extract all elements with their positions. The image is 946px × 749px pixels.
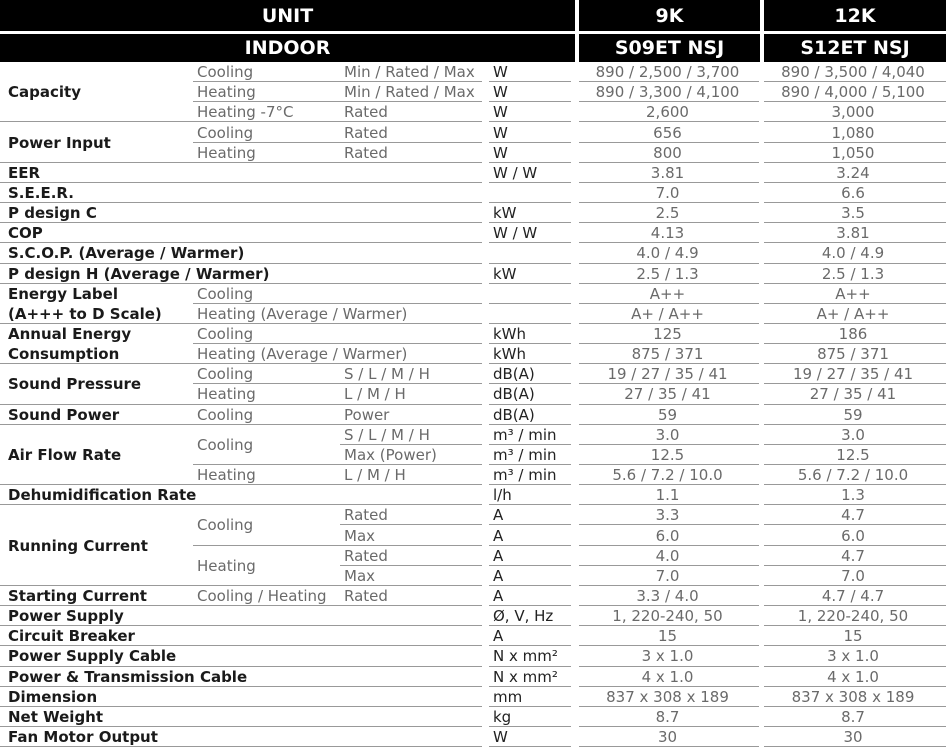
row-condition: Min / Rated / Max xyxy=(344,63,475,82)
value-9k: 800 xyxy=(653,143,682,162)
value-9k: 890 / 3,300 / 4,100 xyxy=(595,83,740,102)
row-unit: W xyxy=(493,103,508,122)
value-12k: 15 xyxy=(843,627,863,646)
value-9k: 15 xyxy=(657,627,678,646)
header-unit xyxy=(0,0,575,31)
row-condition: Rated xyxy=(344,103,388,122)
row-sublabel: Cooling xyxy=(197,63,254,82)
row-unit: W / W xyxy=(493,163,538,182)
row-sublabel: Cooling xyxy=(197,516,254,535)
value-12k: 3.81 xyxy=(836,224,870,243)
row-condition: Min / Rated / Max xyxy=(344,83,475,102)
row-sublabel: Heating (Average / Warmer) xyxy=(197,345,408,364)
value-12k: 1, 220-240, 50 xyxy=(797,607,909,626)
row-unit: m³ / min xyxy=(493,466,557,485)
value-9k: 875 / 371 xyxy=(631,345,704,364)
row-divider xyxy=(764,746,946,747)
row-unit: A xyxy=(493,506,504,525)
row-condition: Power xyxy=(344,405,390,424)
value-12k: 1,050 xyxy=(831,143,875,162)
row-sublabel: Cooling xyxy=(197,435,254,454)
value-12k: 3 x 1.0 xyxy=(827,647,879,666)
row-sublabel: Cooling / Heating xyxy=(197,586,327,605)
value-9k: 3.3 xyxy=(655,506,680,525)
row-label: Air Flow Rate xyxy=(8,445,122,464)
value-9k: 12.5 xyxy=(650,445,685,464)
row-condition: Max xyxy=(344,526,376,545)
value-9k: 3.3 / 4.0 xyxy=(636,586,699,605)
row-label: EER xyxy=(8,163,41,182)
row-label: Sound Power xyxy=(8,405,120,424)
col1-capacity: 9K xyxy=(655,4,684,27)
row-label: Power & Transmission Cable xyxy=(8,667,248,686)
row-condition: Rated xyxy=(344,143,388,162)
value-9k: 3 x 1.0 xyxy=(641,647,694,666)
value-9k: 8.7 xyxy=(655,707,680,726)
row-condition: Rated xyxy=(344,123,388,142)
row-label: Energy Label xyxy=(8,284,118,303)
row-label: Fan Motor Output xyxy=(8,728,158,746)
row-condition: Rated xyxy=(344,546,388,565)
value-9k: 30 xyxy=(657,728,678,746)
row-divider xyxy=(0,746,482,747)
value-12k: 27 / 35 / 41 xyxy=(809,385,897,404)
row-sublabel: Heating xyxy=(197,466,256,485)
header-9k xyxy=(579,0,760,31)
row-unit: m³ / min xyxy=(493,445,557,464)
value-9k: 4.0 xyxy=(655,546,680,565)
row-divider xyxy=(579,746,759,747)
value-12k: 3.0 xyxy=(841,425,865,444)
row-label: Sound Pressure xyxy=(8,375,142,394)
row-unit: W xyxy=(493,143,508,162)
value-12k: 6.6 xyxy=(841,183,865,202)
value-12k: 6.0 xyxy=(841,526,865,545)
row-divider xyxy=(489,182,571,183)
row-sublabel: Heating xyxy=(197,143,256,162)
row-condition: Rated xyxy=(344,586,388,605)
value-12k: 30 xyxy=(843,728,863,746)
row-label: P design C xyxy=(8,204,97,223)
row-sublabel: Cooling xyxy=(197,123,254,142)
value-12k: 875 / 371 xyxy=(817,345,889,364)
value-12k: 19 / 27 / 35 / 41 xyxy=(792,365,914,384)
row-label: Dimension xyxy=(8,687,98,706)
row-unit: kg xyxy=(493,707,512,726)
row-unit: kWh xyxy=(493,345,527,364)
row-label: Consumption xyxy=(8,345,120,364)
value-9k: 2.5 xyxy=(655,204,680,223)
value-9k: 4 x 1.0 xyxy=(641,667,694,686)
value-12k: 8.7 xyxy=(841,707,865,726)
row-label: P design H (Average / Warmer) xyxy=(8,264,270,283)
row-sublabel: Heating xyxy=(197,556,256,575)
row-unit: W xyxy=(493,728,508,746)
row-divider xyxy=(489,303,571,304)
row-label: (A+++ to D Scale) xyxy=(8,304,162,323)
value-9k: 2,600 xyxy=(646,103,689,122)
value-12k: 890 / 4,000 / 5,100 xyxy=(781,83,925,102)
value-9k: 1.1 xyxy=(655,486,680,505)
row-label: Power Supply xyxy=(8,607,124,626)
row-unit: Ø, V, Hz xyxy=(493,607,554,626)
value-9k: 3.81 xyxy=(650,163,685,182)
header-model-2 xyxy=(764,34,946,62)
row-condition: Max (Power) xyxy=(344,445,437,464)
row-sublabel: Cooling xyxy=(197,365,254,384)
row-sublabel: Heating xyxy=(197,385,256,404)
value-12k: 7.0 xyxy=(841,566,865,585)
value-9k: 6.0 xyxy=(655,526,680,545)
row-sublabel: Heating -7°C xyxy=(197,103,294,122)
value-9k: 125 xyxy=(653,325,682,343)
value-12k: 186 xyxy=(838,325,868,343)
row-unit: W xyxy=(493,63,508,82)
indoor-label: INDOOR xyxy=(244,37,331,59)
value-12k: 3,000 xyxy=(831,103,875,122)
row-sublabel: Heating xyxy=(197,83,256,102)
row-label: Running Current xyxy=(8,536,148,555)
row-unit: N x mm² xyxy=(493,647,558,666)
row-sublabel: Heating (Average / Warmer) xyxy=(197,304,408,323)
row-divider xyxy=(489,283,571,284)
row-label: Capacity xyxy=(8,83,81,102)
row-label: Net Weight xyxy=(8,707,104,726)
row-unit: l/h xyxy=(493,486,512,505)
row-divider xyxy=(489,746,571,747)
value-12k: 890 / 3,500 / 4,040 xyxy=(781,63,925,82)
row-label: Power Input xyxy=(8,133,111,152)
value-9k: 4.0 / 4.9 xyxy=(636,244,699,263)
value-9k: 7.0 xyxy=(655,183,680,202)
row-unit: dB(A) xyxy=(493,365,535,384)
value-12k: 4.7 xyxy=(841,506,865,525)
row-unit: N x mm² xyxy=(493,667,558,686)
row-unit: mm xyxy=(493,687,523,706)
value-9k: 2.5 / 1.3 xyxy=(636,264,699,283)
row-condition: L / M / H xyxy=(344,466,406,485)
row-unit: A xyxy=(493,566,504,585)
value-9k: 837 x 308 x 189 xyxy=(606,687,729,706)
value-9k: A+ / A++ xyxy=(631,304,704,323)
row-label: COP xyxy=(8,224,43,243)
header-model-1 xyxy=(579,34,760,62)
row-unit: dB(A) xyxy=(493,385,535,404)
value-12k: 4.0 / 4.9 xyxy=(821,244,885,263)
value-9k: 27 / 35 / 41 xyxy=(624,385,711,404)
value-12k: 4 x 1.0 xyxy=(827,667,879,686)
row-label: Power Supply Cable xyxy=(8,647,177,666)
value-9k: 656 xyxy=(653,123,682,142)
row-unit: W xyxy=(493,83,508,102)
row-unit: dB(A) xyxy=(493,405,535,424)
row-divider xyxy=(489,242,571,243)
value-12k: 837 x 308 x 189 xyxy=(791,687,915,706)
value-12k: 12.5 xyxy=(836,445,870,464)
value-12k: 2.5 / 1.3 xyxy=(821,264,885,283)
value-12k: A+ / A++ xyxy=(816,304,890,323)
row-unit: A xyxy=(493,627,504,646)
row-label: S.C.O.P. (Average / Warmer) xyxy=(8,244,245,263)
header-indoor xyxy=(0,34,575,62)
value-9k: 4.13 xyxy=(650,224,685,243)
row-unit: m³ / min xyxy=(493,425,557,444)
row-label: Annual Energy xyxy=(8,325,132,343)
value-9k: A++ xyxy=(649,284,686,303)
value-12k: 4.7 xyxy=(841,546,865,565)
value-12k: 1,080 xyxy=(831,123,875,142)
col2-capacity: 12K xyxy=(834,4,876,27)
value-9k: 7.0 xyxy=(655,566,680,585)
value-12k: 3.5 xyxy=(841,204,865,223)
col1-model: S09ET NSJ xyxy=(614,37,725,59)
row-unit: W / W xyxy=(493,224,538,243)
row-condition: L / M / H xyxy=(344,385,406,404)
value-9k: 59 xyxy=(657,405,678,424)
row-label: Starting Current xyxy=(8,586,147,605)
row-unit: W xyxy=(493,123,508,142)
row-condition: S / L / M / H xyxy=(344,365,430,384)
value-12k: 3.24 xyxy=(836,163,870,182)
row-condition: Max xyxy=(344,566,376,585)
row-unit: kW xyxy=(493,264,517,283)
row-unit: A xyxy=(493,526,504,545)
row-label: S.E.E.R. xyxy=(8,183,74,202)
value-12k: 5.6 / 7.2 / 10.0 xyxy=(797,466,909,485)
row-sublabel: Cooling xyxy=(197,284,254,303)
value-9k: 890 / 2,500 / 3,700 xyxy=(595,63,740,82)
row-sublabel: Cooling xyxy=(197,325,254,343)
value-12k: 4.7 / 4.7 xyxy=(821,586,885,605)
value-12k: 59 xyxy=(843,405,863,424)
header-12k xyxy=(764,0,946,31)
row-unit: A xyxy=(493,586,504,605)
row-unit: kW xyxy=(493,204,517,223)
unit-label: UNIT xyxy=(261,4,314,27)
row-unit: A xyxy=(493,546,504,565)
row-unit: kWh xyxy=(493,325,527,343)
value-12k: 1.3 xyxy=(841,486,865,505)
value-9k: 5.6 / 7.2 / 10.0 xyxy=(612,466,723,485)
value-9k: 19 / 27 / 35 / 41 xyxy=(607,365,728,384)
row-sublabel: Cooling xyxy=(197,405,254,424)
row-label: Dehumidification Rate xyxy=(8,486,197,505)
row-label: Circuit Breaker xyxy=(8,627,135,646)
col2-model: S12ET NSJ xyxy=(800,37,910,59)
value-9k: 1, 220-240, 50 xyxy=(612,607,723,626)
row-condition: S / L / M / H xyxy=(344,425,430,444)
value-9k: 3.0 xyxy=(655,425,680,444)
value-12k: A++ xyxy=(835,284,871,303)
row-condition: Rated xyxy=(344,506,388,525)
